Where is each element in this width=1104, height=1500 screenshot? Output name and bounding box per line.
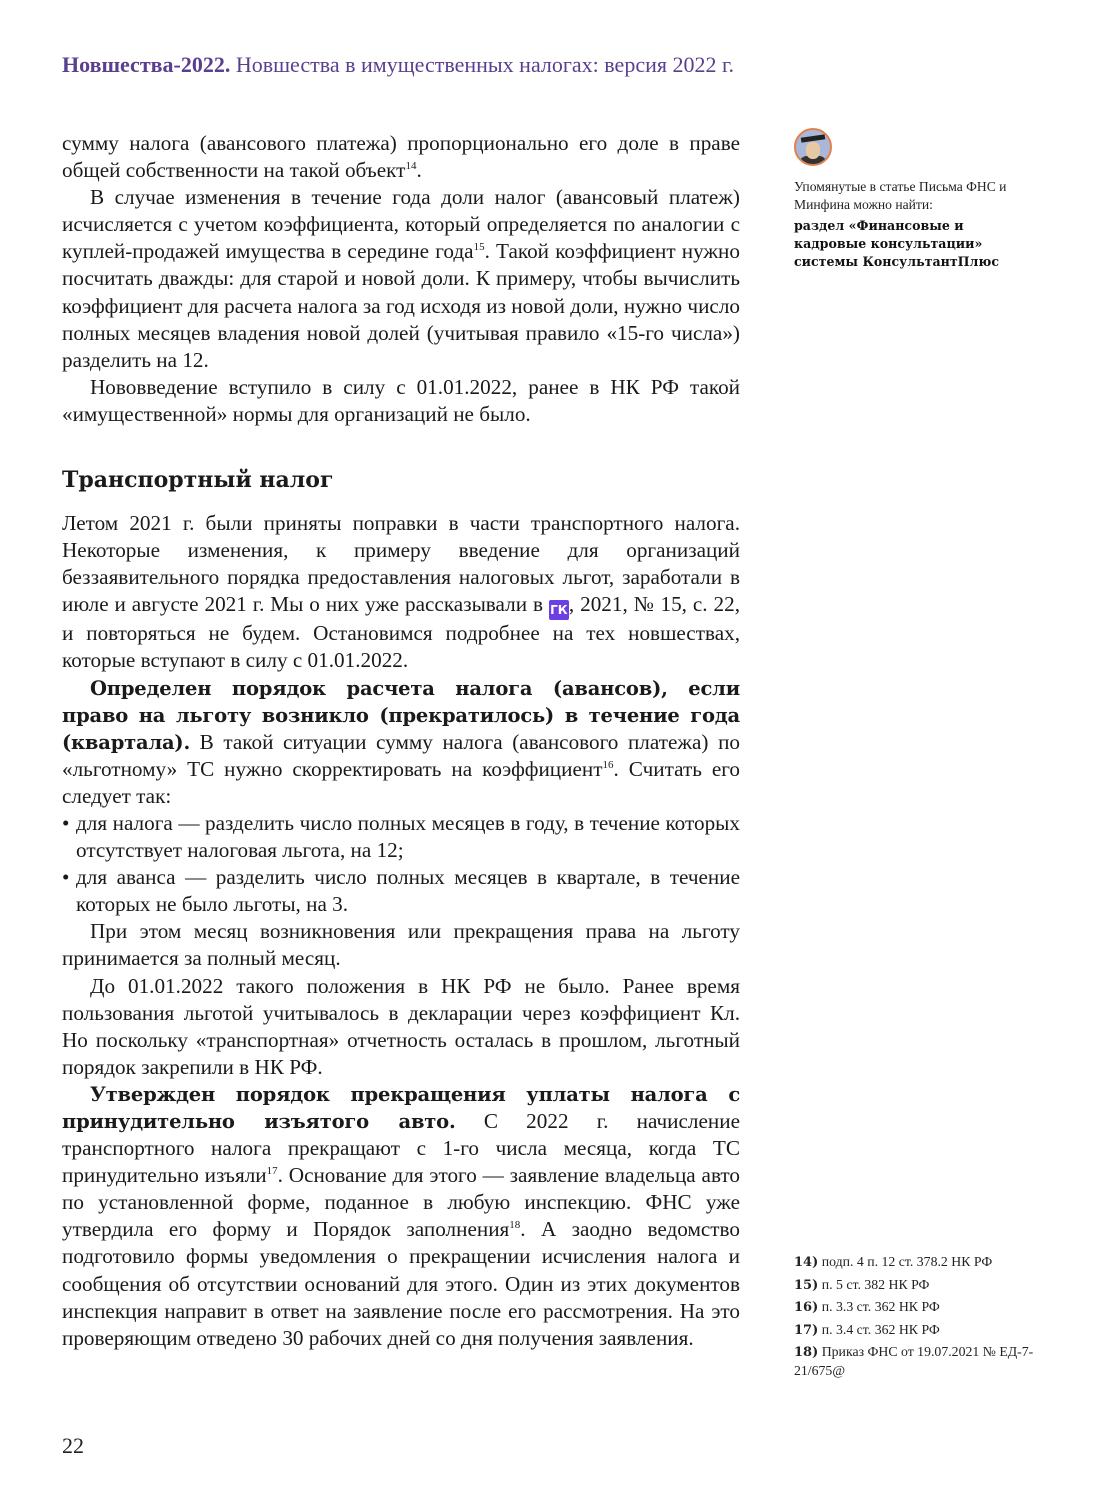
gk-magazine-icon[interactable]: ГК — [549, 600, 569, 620]
consultant-avatar-icon — [794, 128, 832, 166]
page-number: 22 — [62, 1433, 84, 1458]
paragraph: В случае изменения в течение года доли налог (авансовый платеж) исчисляется с учетом коэффициента, который определяется по аналогии с куплей-продажей имущества в середине года$^{15}$. Такой коэффициент нужно посчитать дважды: для старой и новой доли. К примеру, чтобы вычислить коэффициент для расчета налога за год исходя из новой доли, нужно число полных месяцев владения новой долей (учитывая правило «15-го числа») разделить на 12. — [62, 185, 740, 372]
sidebar-note-source: раздел «Финансовые и кадровые консультации» системы КонсультантПлюс — [794, 218, 1000, 269]
paragraph: До 01.01.2022 такого положения в НК РФ не было. Ранее время пользования льготой учитывалось в декларации через коэффициент Кл. Но поскольку «транспортная» отчетность осталась в прошлом, льготный порядок закрепили в НК РФ. — [62, 973, 740, 1079]
paragraph: Определен порядок расчета налога (авансов), если право на льготу возникло (прекратилось) в течение года (квартала). В такой ситуации сумму налога (авансового платежа) по «льготному» ТС нужно скорректировать на коэффициент$^{16}$. Считать его следует так: — [62, 676, 740, 808]
sidebar-note — [794, 128, 1034, 271]
paragraph: Утвержден порядок прекращения уплаты налога с принудительно изъятого авто. С 2022 г. начисление транспортного налога прекращают с 1-го числа месяца, когда ТС принудительно изъяли$^{17}$. Основание для этого — заявление владельца авто по установленной форме, поданное в любую инспекцию. ФНС уже утвердила его форму и Порядок заполнения$^{18}$. А заодно ведомство подготовило формы уведомления о прекращении исчисления налога и сообщения об отсутствии оснований для этого. Один из этих документов инспекция направит в ответ на заявление после его рассмотрения. На это проверяющим отведено 30 рабочих дней со дня получения заявления. — [62, 1082, 740, 1350]
list-item: • для аванса — разделить число полных месяцев в квартале, в течение которых не было льготы, на 3. — [62, 864, 740, 918]
footnote-ref[interactable]: 18 — [509, 1219, 521, 1232]
bold-lead: Определен порядок расчета налога (авансов), если право на льготу возникло (прекратилось) в течение года (квартала). — [62, 676, 740, 754]
footnote-ref[interactable]: 17 — [266, 1165, 278, 1178]
footnote-ref[interactable]: 16 — [602, 758, 614, 771]
bold-lead: Утвержден порядок прекращения уплаты налога с принудительно изъятого авто. — [62, 1082, 740, 1133]
paragraph: Нововведение вступило в силу с 01.01.2022, ранее в НК РФ такой «имущественной» нормы для организаций не было. — [62, 374, 740, 426]
paragraph: сумму налога (авансового платежа) пропорционально его доле в праве общей собственности на такой объект$^{14}$. — [62, 131, 740, 183]
bullet-list — [62, 810, 740, 918]
header-title: Новшества в имущественных налогах: версия 2022 г. — [235, 52, 735, 77]
running-header — [62, 52, 734, 78]
section-heading: Транспортный налог — [62, 467, 334, 494]
footnote-ref[interactable]: 15 — [473, 241, 485, 254]
paragraph: Летом 2021 г. были приняты поправки в части транспортного налога. Некоторые изменения, к примеру введение для организаций беззаявительного порядка предоставления налоговых льгот, заработали в июле и августе 2021 г. Мы о них уже рассказывали в ГК, 2021, № 15, с. 22, и повторяться не будем. Остановимся подробнее на тех новшествах, которые вступают в силу с 01.01.2022. — [62, 511, 740, 673]
footnote-item: 16) п. 3.3 ст. 362 НК РФ — [794, 1299, 940, 1316]
header-section: Новшества-2022. — [62, 52, 231, 77]
footnote-item: 17) п. 3.4 ст. 362 НК РФ — [794, 1321, 940, 1338]
footnote-ref[interactable]: 14 — [405, 160, 417, 173]
footnote-item: 15) п. 5 ст. 382 НК РФ — [794, 1276, 930, 1293]
list-item: • для налога — разделить число полных месяцев в году, в течение которых отсутствует налоговая льгота, на 12; — [62, 810, 740, 864]
sidebar-note-text: Упомянутые в статье Письма ФНС и Минфина можно найти: — [794, 179, 1007, 212]
footnote-item: 14) подп. 4 п. 12 ст. 378.2 НК РФ — [794, 1254, 993, 1270]
main-column — [62, 130, 740, 1352]
paragraph: При этом месяц возникновения или прекращения права на льготу принимается за полный месяц. — [62, 919, 740, 971]
footnotes — [794, 1253, 1044, 1384]
footnote-item: 18) Приказ ФНС от 19.07.2021 № ЕД-7-21/675@ — [794, 1344, 1034, 1379]
